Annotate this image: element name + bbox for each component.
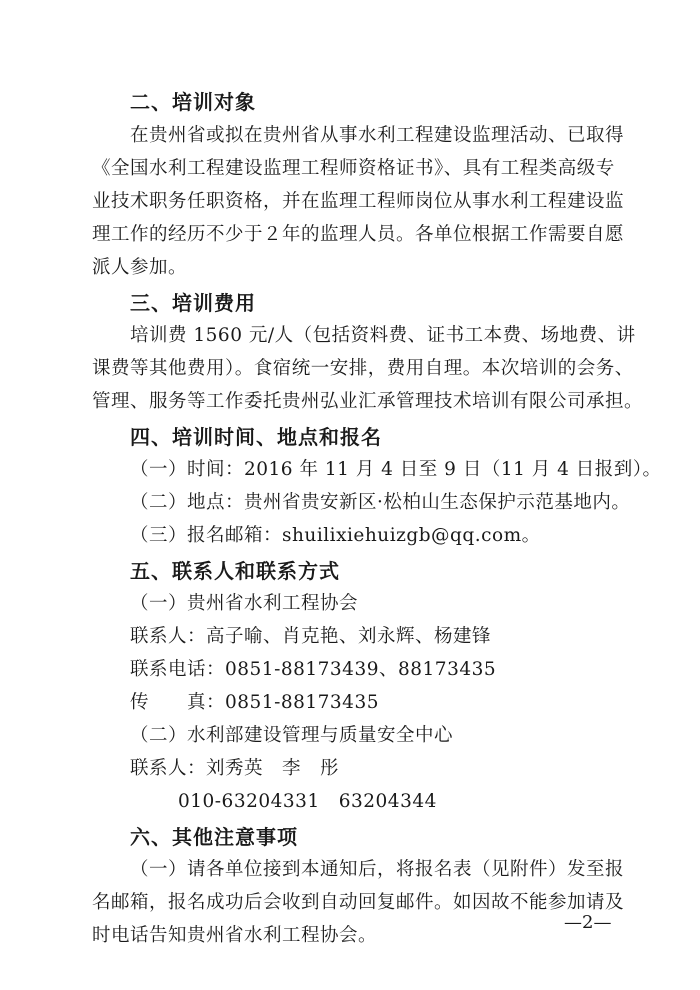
- body-line: （二）地点：贵州省贵安新区·松柏山生态保护示范基地内。: [130, 492, 631, 513]
- body-line: （一）贵州省水利工程协会: [130, 593, 359, 614]
- body-line: 在贵州省或拟在贵州省从事水利工程建设监理活动、已取得: [130, 125, 625, 146]
- body-line: （三）报名邮箱：shuilixiehuizgb@qq.com。: [130, 525, 541, 546]
- body-line: 传 真：0851-88173435: [130, 692, 379, 713]
- page-number: —2—: [564, 912, 612, 933]
- body-line: 理工作的经历不少于２年的监理人员。各单位根据工作需要自愿: [92, 224, 625, 245]
- body-line: 管理、服务等工作委托贵州弘业汇承管理技术培训有限公司承担。: [92, 391, 644, 412]
- body-line: （二）水利部建设管理与质量安全中心: [130, 725, 454, 746]
- body-line: （一）请各单位接到本通知后，将报名表（见附件）发至报: [130, 859, 625, 880]
- body-line: 派人参加。: [92, 257, 188, 278]
- section-heading-5: 五、联系人和联系方式: [130, 559, 340, 583]
- body-line: 010-63204331 63204344: [178, 791, 437, 812]
- section-heading-3: 三、培训费用: [130, 291, 256, 315]
- body-line: 《全国水利工程建设监理工程师资格证书》、具有工程类高级专: [92, 158, 615, 179]
- section-heading-4: 四、培训时间、地点和报名: [130, 425, 382, 449]
- body-line: 名邮箱，报名成功后会收到自动回复邮件。如因故不能参加请及: [92, 892, 625, 913]
- body-line: 时电话告知贵州省水利工程协会。: [92, 925, 378, 946]
- section-heading-6: 六、其他注意事项: [130, 825, 298, 849]
- section-heading-2: 二、培训对象: [130, 90, 256, 114]
- body-line: 联系人：高子喻、肖克艳、刘永辉、杨建锋: [130, 626, 492, 647]
- body-line: 联系人：刘秀英 李 彤: [130, 758, 340, 779]
- body-line: （一）时间：2016 年 11 月 4 日至 9 日（11 月 4 日报到）。: [130, 459, 662, 480]
- body-line: 业技术职务任职资格，并在监理工程师岗位从事水利工程建设监: [92, 191, 625, 212]
- body-line: 培训费 1560 元/人（包括资料费、证书工本费、场地费、讲: [130, 325, 636, 346]
- body-line: 联系电话：0851-88173439、88173435: [130, 659, 497, 680]
- body-line: 课费等其他费用）。食宿统一安排，费用自理。本次培训的会务、: [92, 358, 634, 379]
